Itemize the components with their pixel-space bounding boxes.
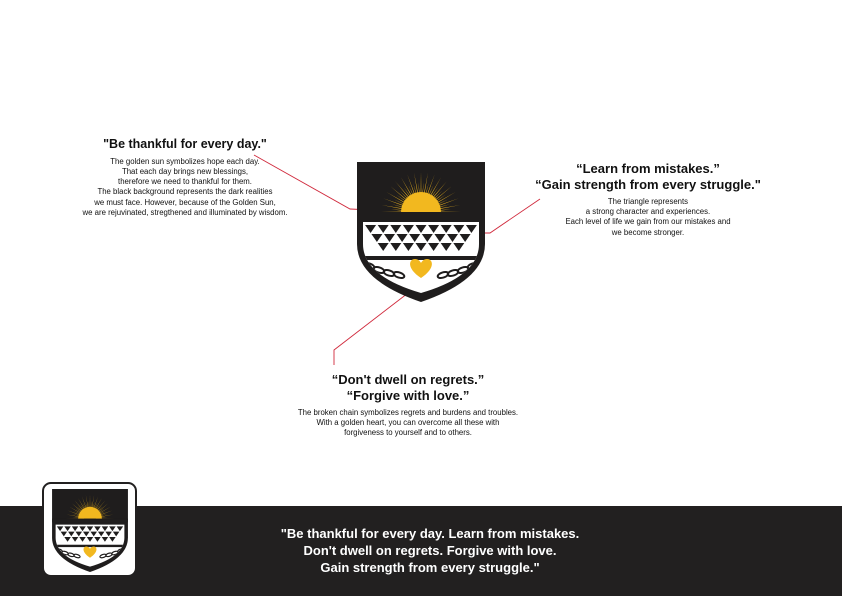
- sun-line: we are rejuvinated, stregthened and illuminated by wisdom.: [82, 207, 288, 217]
- heart-line: The broken chain symbolizes regrets and burdens and troubles.: [297, 408, 519, 418]
- heart-callout: [268, 372, 548, 439]
- triangle-line: Each level of life we gain from our mistakes and: [565, 217, 731, 227]
- heart-quote-line: “Forgive with love.”: [346, 387, 470, 403]
- crest-icon: [357, 162, 485, 302]
- small-crest-icon: [52, 489, 128, 572]
- heart-quote-line: “Don't dwell on regrets.”: [331, 372, 485, 387]
- triangle-line: a strong character and experiences.: [585, 207, 711, 217]
- sun-line: That each day brings new blessings,: [121, 167, 249, 177]
- footer-line: Gain strength from every struggle.": [320, 560, 540, 575]
- heart-line: forgiveness to yourself and to others.: [344, 428, 472, 438]
- sun-line: The black background represents the dark realities: [97, 187, 273, 197]
- sun-callout: [55, 137, 315, 218]
- footer-line: "Be thankful for every day. Learn from mistakes.: [280, 526, 580, 541]
- triangle-line: we become stronger.: [611, 227, 685, 237]
- heart-description: [268, 408, 548, 438]
- triangle-quote-line: “Gain strength from every struggle.": [535, 176, 761, 192]
- footer-line: Don't dwell on regrets. Forgive with love.: [303, 543, 557, 558]
- heart-line: With a golden heart, you can overcome all these with: [316, 418, 500, 428]
- sun-line: The golden sun symbolizes hope each day.: [110, 157, 260, 166]
- sun-description: [55, 157, 315, 218]
- triangle-line: The triangle represents: [607, 197, 689, 207]
- footer-motto: [225, 525, 635, 576]
- app-icon: [42, 482, 137, 577]
- sun-line: we must face. However, because of the Golden Sun,: [94, 197, 276, 207]
- triangle-callout: [506, 161, 790, 238]
- heart-quote: [268, 372, 548, 403]
- sun-quote: "Be thankful for every day.": [103, 137, 267, 151]
- triangle-description: [506, 197, 790, 238]
- triangle-quote-line: “Learn from mistakes.”: [576, 161, 720, 176]
- sun-line: therefore we need to thankful for them.: [118, 177, 252, 187]
- triangle-quote: [506, 161, 790, 192]
